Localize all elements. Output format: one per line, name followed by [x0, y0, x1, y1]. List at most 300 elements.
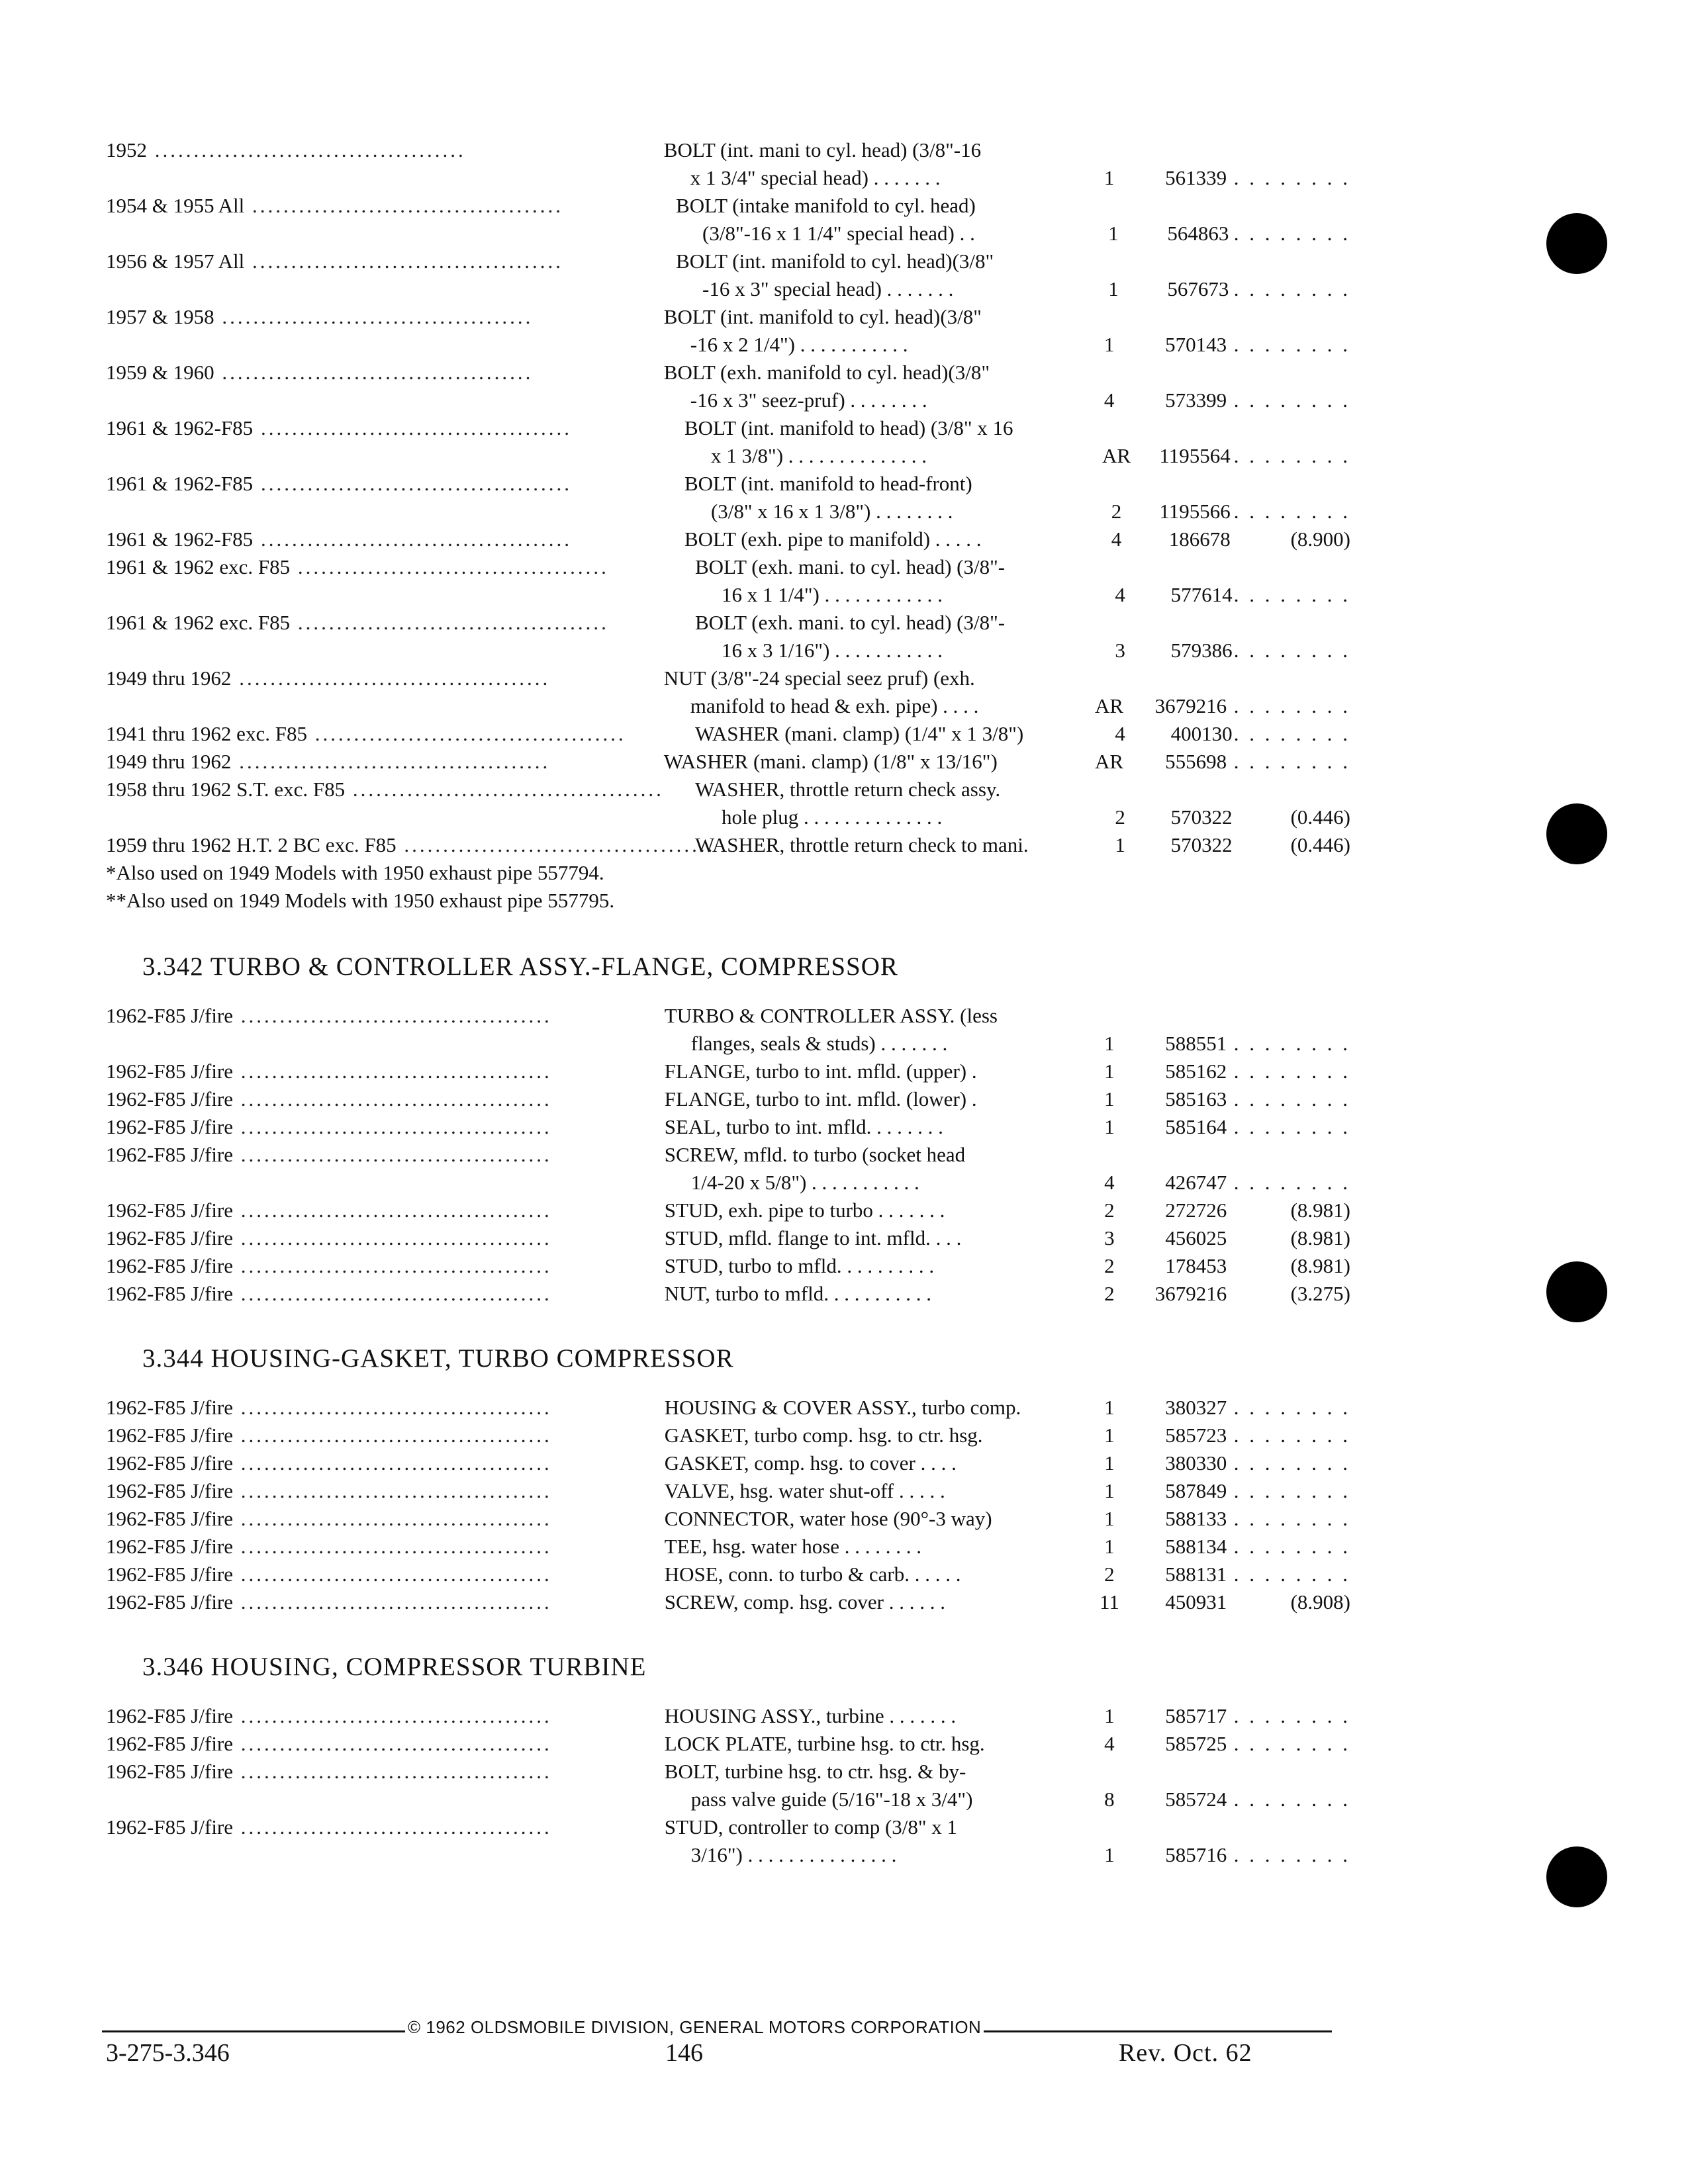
quantity: 1 — [1104, 1507, 1115, 1530]
parts-row — [106, 1224, 1350, 1252]
description-line: FLANGE, turbo to int. mfld. (lower) . — [664, 1087, 977, 1111]
description-cell — [551, 136, 1084, 192]
model-cell — [106, 776, 664, 803]
description-line: VALVE, hsg. water shut-off . . . . . — [664, 1479, 945, 1502]
quantity: 3 — [1115, 639, 1125, 662]
model-cell — [106, 525, 572, 553]
housing-turbine-parts-table — [106, 1702, 1350, 1869]
model-cell — [106, 470, 572, 498]
model-cell — [106, 1561, 552, 1588]
quantity: 4 — [1104, 1732, 1115, 1755]
model-years: 1962-F85 J/fire — [106, 1424, 234, 1447]
model-cell — [106, 1280, 552, 1308]
leader-dots: . . . . . . . . — [1233, 500, 1350, 523]
section-heading-3344: 3.344 HOUSING-GASKET, TURBO COMPRESSOR — [142, 1344, 734, 1373]
description-cell — [552, 1505, 1085, 1533]
model-years: 1962-F85 J/fire — [106, 1087, 234, 1111]
quantity: 1 — [1108, 277, 1119, 300]
part-number: 585162 — [1165, 1060, 1227, 1083]
model-cell — [106, 1113, 552, 1141]
quantity: 2 — [1115, 805, 1125, 829]
description-cell — [552, 1702, 1085, 1730]
leader-dots: ........................................ — [233, 1424, 552, 1447]
model-years: 1957 & 1958 — [106, 305, 214, 328]
leader-dots: ........................................ — [244, 250, 564, 273]
model-cell — [106, 1588, 552, 1616]
part-number: 570143 — [1165, 333, 1227, 356]
model-years: 1962-F85 J/fire — [106, 1535, 234, 1558]
part-number: 555698 — [1165, 750, 1227, 773]
parts-row — [106, 1141, 1350, 1197]
model-cell — [106, 1422, 552, 1449]
description-line: BOLT (exh. mani. to cyl. head) (3/8"- — [695, 555, 1006, 578]
model-cell — [106, 1702, 552, 1730]
model-cell — [106, 1058, 552, 1085]
group-number: (8.900) — [1290, 527, 1350, 551]
leader-dots: ........................................ — [147, 138, 466, 161]
description-line: BOLT (exh. manifold to cyl. head)(3/8" — [663, 361, 990, 384]
description-cell — [552, 1280, 1085, 1308]
description-line: LOCK PLATE, turbine hsg. to ctr. hsg. — [664, 1732, 985, 1755]
parts-row — [106, 192, 1350, 248]
description-cell — [552, 1085, 1085, 1113]
description-line: BOLT (int. mani to cyl. head) (3/8"-16 — [663, 138, 982, 161]
parts-rows — [106, 1702, 1350, 1869]
description-cell — [552, 1758, 1085, 1813]
part-number: 570322 — [1170, 833, 1233, 856]
description-line: STUD, exh. pipe to turbo . . . . . . . — [664, 1199, 945, 1222]
leader-dots: ........................................ — [396, 833, 716, 856]
model-years: 1961 & 1962-F85 — [106, 472, 254, 495]
model-cell — [106, 1449, 552, 1477]
parts-row — [106, 1758, 1350, 1813]
leader-dots: . . . . . . . . — [1233, 333, 1350, 356]
model-years: 1962-F85 J/fire — [106, 1451, 234, 1475]
description-cell — [563, 192, 1089, 248]
description-cell — [552, 1561, 1085, 1588]
description-line: 1/4-20 x 5/8") . . . . . . . . . . . — [690, 1171, 919, 1194]
quantity: 1 — [1104, 1451, 1115, 1475]
description-line: BOLT, turbine hsg. to ctr. hsg. & by- — [664, 1760, 966, 1783]
description-line: HOSE, conn. to turbo & carb. . . . . . — [664, 1563, 961, 1586]
part-number: 272726 — [1165, 1199, 1227, 1222]
part-number: 579386 — [1170, 639, 1233, 662]
description-cell — [551, 664, 1084, 720]
parts-row — [106, 776, 1350, 831]
binder-hole-icon — [1546, 213, 1607, 274]
description-cell — [552, 1224, 1085, 1252]
parts-row — [106, 1533, 1350, 1561]
description-line: SCREW, mfld. to turbo (socket head — [664, 1143, 966, 1166]
quantity: 4 — [1115, 583, 1125, 606]
binder-hole-icon — [1546, 803, 1607, 864]
quantity: 1 — [1104, 1087, 1115, 1111]
leader-dots: . . . . . . . . — [1233, 1563, 1350, 1586]
description-cell — [552, 1394, 1085, 1422]
model-years: 1962-F85 J/fire — [106, 1396, 234, 1419]
quantity: AR — [1102, 444, 1131, 467]
quantity: 2 — [1111, 500, 1122, 523]
leader-dots: ........................................ — [214, 305, 534, 328]
quantity: 1 — [1104, 1032, 1115, 1055]
model-cell — [106, 831, 716, 859]
parts-row — [106, 553, 1350, 609]
quantity: 1 — [1108, 222, 1119, 245]
quantity: 1 — [1115, 833, 1125, 856]
description-cell — [552, 1813, 1085, 1869]
description-line: x 1 3/4" special head) . . . . . . . — [690, 166, 941, 189]
model-years: 1962-F85 J/fire — [106, 1226, 234, 1250]
parts-row — [106, 1085, 1350, 1113]
model-years: 1952 — [106, 138, 147, 161]
parts-row — [106, 1730, 1350, 1758]
model-cell — [106, 609, 609, 637]
parts-row — [106, 609, 1350, 664]
binder-hole-icon — [1546, 1846, 1607, 1907]
leader-dots: . . . . . . . . — [1233, 1424, 1350, 1447]
description-line: -16 x 3" seez-pruf) . . . . . . . . — [690, 388, 927, 412]
description-line: STUD, mfld. flange to int. mfld. . . . — [664, 1226, 962, 1250]
model-years: 1962-F85 J/fire — [106, 1254, 234, 1277]
page-number: 146 — [665, 2039, 703, 2067]
model-years: 1959 & 1960 — [106, 361, 214, 384]
leader-dots: ........................................ — [233, 1563, 552, 1586]
description-line: 3/16") . . . . . . . . . . . . . . . — [690, 1843, 897, 1866]
leader-dots: ........................................ — [233, 1282, 552, 1305]
quantity: 3 — [1104, 1226, 1115, 1250]
part-number: 570322 — [1170, 805, 1233, 829]
quantity: 4 — [1111, 527, 1122, 551]
leader-dots: ........................................ — [244, 194, 564, 217]
turbo-controller-parts-table — [106, 1002, 1350, 1308]
description-line: manifold to head & exh. pipe) . . . . — [690, 694, 979, 717]
part-number: 588131 — [1165, 1563, 1227, 1586]
leader-dots: . . . . . . . . — [1233, 694, 1350, 717]
description-line: WASHER, throttle return check assy. — [695, 778, 1001, 801]
description-line: GASKET, turbo comp. hsg. to ctr. hsg. — [664, 1424, 983, 1447]
model-cell — [106, 359, 551, 387]
quantity: 1 — [1104, 1704, 1115, 1727]
description-line: STUD, controller to comp (3/8" x 1 — [664, 1815, 958, 1839]
description-line: BOLT (int. manifold to cyl. head)(3/8" — [676, 250, 994, 273]
leader-dots: ........................................ — [233, 1451, 552, 1475]
description-line: FLANGE, turbo to int. mfld. (upper) . — [664, 1060, 977, 1083]
leader-dots: . . . . . . . . — [1233, 1788, 1350, 1811]
description-cell — [552, 1588, 1085, 1616]
quantity: AR — [1095, 694, 1124, 717]
model-cell — [106, 1477, 552, 1505]
model-cell — [106, 136, 551, 164]
model-cell — [106, 720, 626, 748]
description-cell — [552, 1197, 1085, 1224]
parts-row — [106, 664, 1350, 720]
model-years: 1962-F85 J/fire — [106, 1590, 234, 1614]
leader-dots: ........................................ — [233, 1143, 552, 1166]
leader-dots: . . . . . . . . — [1233, 1732, 1350, 1755]
part-number: 587849 — [1165, 1479, 1227, 1502]
parts-row — [106, 359, 1350, 414]
description-cell — [583, 609, 1096, 664]
model-years: 1962-F85 J/fire — [106, 1815, 234, 1839]
group-number: (3.275) — [1290, 1282, 1350, 1305]
quantity: 1 — [1104, 1479, 1115, 1502]
description-line: 16 x 3 1/16") . . . . . . . . . . . — [722, 639, 943, 662]
quantity: 2 — [1104, 1254, 1115, 1277]
description-line: 16 x 1 1/4") . . . . . . . . . . . . — [722, 583, 943, 606]
leader-dots: ........................................ — [233, 1199, 552, 1222]
parts-rows — [106, 136, 1350, 859]
description-line: -16 x 3" special head) . . . . . . . — [702, 277, 954, 300]
footer-rule-right — [974, 2030, 1332, 2032]
leader-dots: ........................................ — [253, 527, 572, 551]
part-number: 588134 — [1165, 1535, 1227, 1558]
leader-dots: . . . . . . . . — [1233, 1451, 1350, 1475]
footnote: *Also used on 1949 Models with 1950 exhaust pipe 557794. — [106, 861, 604, 884]
leader-dots: . . . . . . . . — [1233, 750, 1350, 773]
description-cell — [552, 1533, 1085, 1561]
model-cell — [106, 1252, 552, 1280]
description-cell — [572, 525, 1092, 553]
model-years: 1962-F85 J/fire — [106, 1143, 234, 1166]
model-years: 1961 & 1962 exc. F85 — [106, 611, 291, 634]
leader-dots: ........................................ — [290, 611, 609, 634]
part-number: 588551 — [1165, 1032, 1227, 1055]
model-cell — [106, 192, 563, 220]
part-number: 588133 — [1165, 1507, 1227, 1530]
leader-dots: . . . . . . . . — [1233, 583, 1350, 606]
model-years: 1954 & 1955 All — [106, 194, 245, 217]
leader-dots: ........................................ — [233, 1087, 552, 1111]
leader-dots: . . . . . . . . — [1233, 1507, 1350, 1530]
description-cell — [572, 470, 1092, 525]
leader-dots: . . . . . . . . — [1233, 1087, 1350, 1111]
part-number: 564863 — [1167, 222, 1229, 245]
parts-row — [106, 1588, 1350, 1616]
model-cell — [106, 1085, 552, 1113]
model-years: 1962-F85 J/fire — [106, 1563, 234, 1586]
description-line: SEAL, turbo to int. mfld. . . . . . . . — [664, 1115, 943, 1138]
model-years: 1961 & 1962 exc. F85 — [106, 555, 291, 578]
description-line: TEE, hsg. water hose . . . . . . . . — [664, 1535, 922, 1558]
parts-row — [106, 1252, 1350, 1280]
model-years: 1949 thru 1962 — [106, 750, 232, 773]
leader-dots: ........................................ — [233, 1004, 552, 1027]
leader-dots: ........................................ — [253, 472, 572, 495]
parts-row — [106, 1449, 1350, 1477]
section-heading-3342: 3.342 TURBO & CONTROLLER ASSY.-FLANGE, COMPRESSOR — [142, 952, 898, 981]
parts-row — [106, 1505, 1350, 1533]
leader-dots: ........................................ — [214, 361, 534, 384]
quantity: 2 — [1104, 1199, 1115, 1222]
model-cell — [106, 1533, 552, 1561]
part-number: 585164 — [1165, 1115, 1227, 1138]
quantity: 4 — [1115, 722, 1125, 745]
description-cell — [572, 414, 1092, 470]
part-number: 400130 — [1170, 722, 1233, 745]
part-number: 456025 — [1165, 1226, 1227, 1250]
part-number: 585716 — [1165, 1843, 1227, 1866]
parts-row — [106, 1394, 1350, 1422]
description-line: HOUSING & COVER ASSY., turbo comp. — [664, 1396, 1021, 1419]
parts-row — [106, 748, 1350, 776]
leader-dots: . . . . . . . . — [1233, 639, 1350, 662]
parts-row — [106, 414, 1350, 470]
part-number: 450931 — [1165, 1590, 1227, 1614]
description-cell — [551, 303, 1084, 359]
leader-dots: ........................................ — [233, 1254, 552, 1277]
description-line: flanges, seals & studs) . . . . . . . — [690, 1032, 948, 1055]
description-cell — [552, 1113, 1085, 1141]
description-line: -16 x 2 1/4") . . . . . . . . . . . — [690, 333, 908, 356]
model-years: 1962-F85 J/fire — [106, 1507, 234, 1530]
description-line: TURBO & CONTROLLER ASSY. (less — [664, 1004, 998, 1027]
group-number: (8.908) — [1290, 1590, 1350, 1614]
leader-dots: ........................................ — [233, 1060, 552, 1083]
leader-dots: . . . . . . . . — [1233, 1704, 1350, 1727]
quantity: 2 — [1104, 1282, 1115, 1305]
leader-dots: ........................................ — [233, 1507, 552, 1530]
description-line: GASKET, comp. hsg. to cover . . . . — [664, 1451, 957, 1475]
leader-dots: ........................................ — [233, 1590, 552, 1614]
model-years: 1962-F85 J/fire — [106, 1479, 234, 1502]
part-number: 380330 — [1165, 1451, 1227, 1475]
model-years: 1962-F85 J/fire — [106, 1282, 234, 1305]
leader-dots: . . . . . . . . — [1233, 388, 1350, 412]
model-cell — [106, 1197, 552, 1224]
description-line: NUT, turbo to mfld. . . . . . . . . . . — [664, 1282, 932, 1305]
group-number: (8.981) — [1290, 1199, 1350, 1222]
description-cell — [552, 1002, 1085, 1058]
description-line: CONNECTOR, water hose (90°-3 way) — [664, 1507, 992, 1530]
leader-dots: . . . . . . . . — [1233, 1115, 1350, 1138]
part-number: 585725 — [1165, 1732, 1227, 1755]
part-number: 585163 — [1165, 1087, 1227, 1111]
leader-dots: ........................................ — [231, 750, 551, 773]
engine-parts-table — [106, 136, 1350, 915]
model-years: 1962-F85 J/fire — [106, 1760, 234, 1783]
part-number: 585717 — [1165, 1704, 1227, 1727]
description-line: BOLT (int. manifold to head) (3/8" x 16 — [684, 416, 1013, 439]
quantity: 1 — [1104, 1115, 1115, 1138]
description-line: SCREW, comp. hsg. cover . . . . . . — [664, 1590, 945, 1614]
model-years: 1961 & 1962-F85 — [106, 527, 254, 551]
model-years: 1962-F85 J/fire — [106, 1115, 234, 1138]
quantity: 1 — [1103, 333, 1115, 356]
description-cell — [552, 1058, 1085, 1085]
group-number: (0.446) — [1290, 805, 1350, 829]
description-cell — [551, 748, 1084, 776]
leader-dots: ........................................ — [345, 778, 664, 801]
description-line: BOLT (intake manifold to cyl. head) — [676, 194, 976, 217]
description-cell — [583, 720, 1096, 748]
leader-dots: ........................................ — [233, 1479, 552, 1502]
leader-dots: ........................................ — [233, 1535, 552, 1558]
quantity: 1 — [1104, 1396, 1115, 1419]
quantity: 1 — [1104, 1424, 1115, 1447]
model-cell — [106, 1394, 552, 1422]
description-cell — [563, 248, 1089, 303]
group-number: (8.981) — [1290, 1254, 1350, 1277]
model-cell — [106, 1505, 552, 1533]
model-cell — [106, 1813, 552, 1841]
part-number: 3679216 — [1154, 1282, 1227, 1305]
description-cell — [551, 359, 1084, 414]
leader-dots: . . . . . . . . — [1233, 722, 1350, 745]
part-number: 585724 — [1165, 1788, 1227, 1811]
leader-dots: . . . . . . . . — [1233, 1843, 1350, 1866]
model-years: 1962-F85 J/fire — [106, 1004, 234, 1027]
part-number: 178453 — [1165, 1254, 1227, 1277]
description-line: x 1 3/8") . . . . . . . . . . . . . . — [710, 444, 927, 467]
leader-dots: . . . . . . . . — [1233, 222, 1350, 245]
parts-row — [106, 1813, 1350, 1869]
description-line: (3/8" x 16 x 1 3/8") . . . . . . . . — [710, 500, 953, 523]
part-number: 1195564 — [1159, 444, 1231, 467]
quantity: 1 — [1103, 166, 1115, 189]
parts-row — [106, 1702, 1350, 1730]
model-years: 1941 thru 1962 exc. F85 — [106, 722, 307, 745]
leader-dots: ........................................ — [233, 1226, 552, 1250]
leader-dots: ........................................ — [233, 1732, 552, 1755]
housing-gasket-parts-table — [106, 1394, 1350, 1616]
description-cell — [552, 1422, 1085, 1449]
part-number: 577614 — [1170, 583, 1233, 606]
footer-rule-left — [102, 2030, 405, 2032]
parts-row — [106, 525, 1350, 553]
model-years: 1961 & 1962-F85 — [106, 416, 254, 439]
description-line: WASHER (mani. clamp) (1/8" x 13/16") — [663, 750, 998, 773]
model-cell — [106, 414, 572, 442]
model-cell — [106, 664, 551, 692]
leader-dots: . . . . . . . . — [1233, 1396, 1350, 1419]
section-heading-3346: 3.346 HOUSING, COMPRESSOR TURBINE — [142, 1653, 647, 1681]
parts-row — [106, 1561, 1350, 1588]
parts-rows — [106, 1394, 1350, 1616]
description-cell — [583, 776, 1096, 831]
leader-dots: . . . . . . . . — [1233, 1171, 1350, 1194]
description-cell — [583, 553, 1096, 609]
leader-dots: . . . . . . . . — [1233, 1032, 1350, 1055]
part-number: 567673 — [1167, 277, 1229, 300]
parts-rows — [106, 1002, 1350, 1308]
model-years: 1956 & 1957 All — [106, 250, 245, 273]
section-range: 3-275-3.346 — [106, 2039, 230, 2067]
model-years: 1962-F85 J/fire — [106, 1732, 234, 1755]
model-cell — [106, 1758, 552, 1786]
model-cell — [106, 248, 563, 275]
model-years: 1962-F85 J/fire — [106, 1199, 234, 1222]
description-line: (3/8"-16 x 1 1/4" special head) . . — [702, 222, 975, 245]
part-number: 3679216 — [1154, 694, 1227, 717]
leader-dots: ........................................ — [233, 1815, 552, 1839]
parts-row — [106, 303, 1350, 359]
quantity: 11 — [1099, 1590, 1119, 1614]
parts-row — [106, 470, 1350, 525]
model-cell — [106, 1002, 552, 1030]
leader-dots: ........................................ — [233, 1704, 552, 1727]
parts-row — [106, 1477, 1350, 1505]
model-years: 1959 thru 1962 H.T. 2 BC exc. F85 — [106, 833, 397, 856]
parts-row — [106, 831, 1350, 859]
revision-date: Rev. Oct. 62 — [1119, 2039, 1252, 2067]
description-line: WASHER (mani. clamp) (1/4" x 1 3/8") — [695, 722, 1024, 745]
leader-dots: ........................................ — [231, 666, 551, 690]
description-cell — [552, 1141, 1085, 1197]
part-number: 573399 — [1165, 388, 1227, 412]
leader-dots: ........................................ — [306, 722, 626, 745]
leader-dots: . . . . . . . . — [1233, 277, 1350, 300]
model-cell — [106, 1730, 552, 1758]
